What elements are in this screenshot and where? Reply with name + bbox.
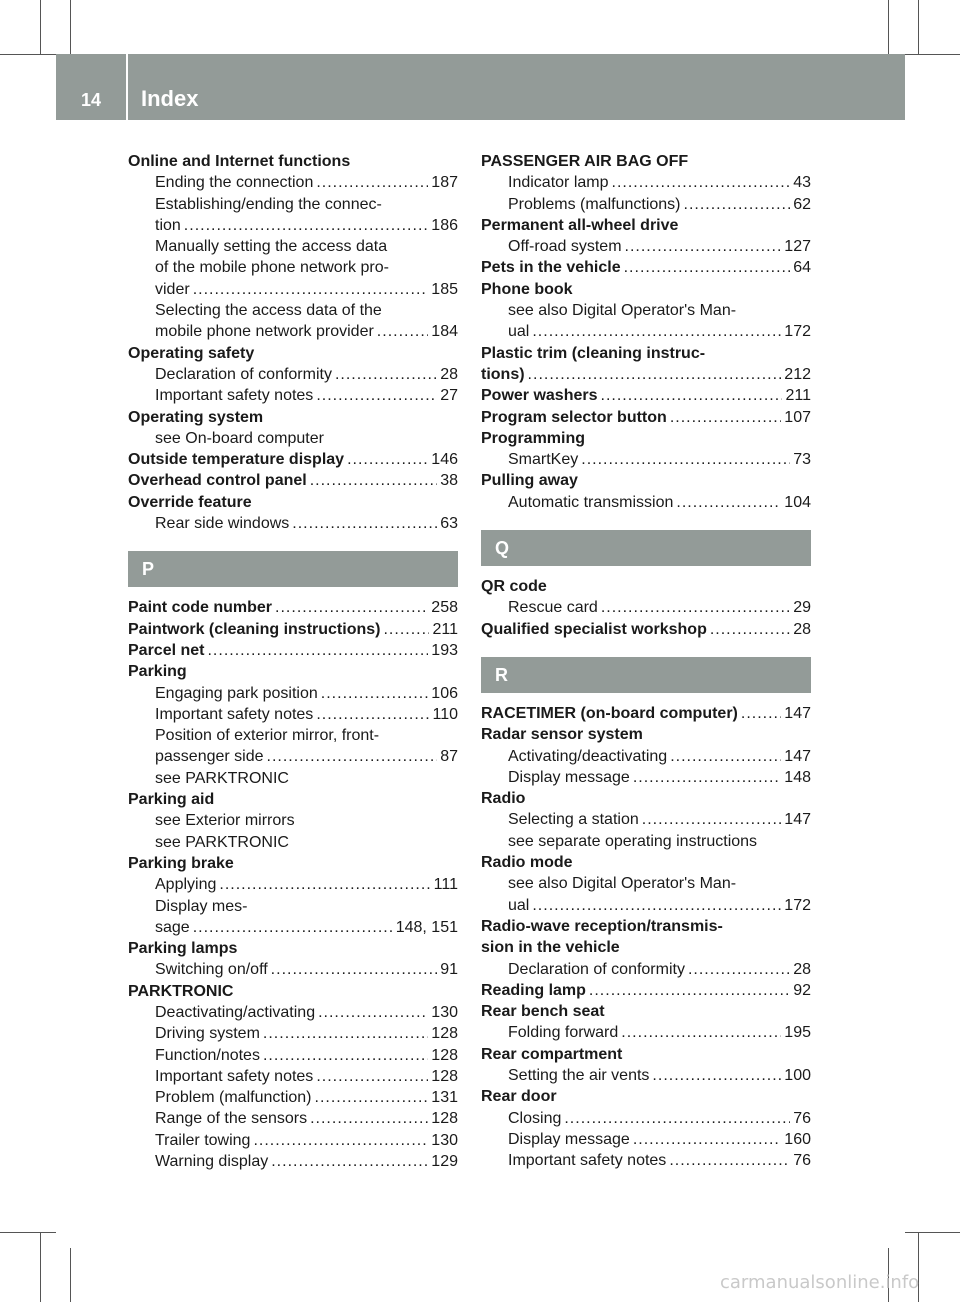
index-subentry [481, 194, 811, 215]
index-subentry [128, 917, 458, 938]
index-subentry [481, 873, 811, 894]
index-entry-heading: Outside temperature display [128, 451, 345, 469]
index-subentry [128, 513, 458, 534]
index-entry [128, 981, 458, 1002]
index-subentry-text: Setting the air vents [508, 1066, 650, 1084]
index-subentry-text: Important safety notes [155, 1067, 314, 1085]
index-subentry [481, 449, 811, 470]
index-entry-heading: Overhead control panel [128, 472, 307, 490]
index-subentry-text: SmartKey [508, 451, 579, 469]
crop-mark [905, 54, 960, 55]
page-reference: 147 [784, 747, 811, 765]
crop-mark [40, 0, 41, 54]
index-entry-heading: Parking lamps [128, 940, 238, 958]
index-subentry [481, 492, 811, 513]
index-subentry [128, 1108, 458, 1129]
page-reference: 63 [440, 515, 458, 533]
page-reference: 128 [431, 1110, 458, 1128]
dot-leader [310, 470, 437, 491]
page-reference: 38 [440, 472, 458, 490]
index-subentry-text: Warning display [155, 1153, 269, 1171]
index-subentry-text: Folding forward [508, 1024, 619, 1042]
dot-leader [741, 703, 781, 724]
dot-leader [318, 1002, 428, 1023]
dot-leader [316, 704, 429, 725]
index-entry-heading: Online and Internet functions [128, 153, 351, 170]
page-reference: 92 [793, 981, 811, 999]
crop-mark [918, 0, 919, 54]
index-subentry-text: Important safety notes [155, 387, 314, 405]
index-entry [481, 703, 811, 724]
page-reference: 184 [431, 323, 458, 341]
index-subentry-text: Position of exterior mirror, front- [155, 727, 380, 745]
page-reference: 147 [784, 811, 811, 829]
index-subentry [128, 1130, 458, 1151]
index-entry [481, 364, 811, 385]
index-entry-heading: Parcel net [128, 641, 205, 659]
dot-leader [589, 980, 790, 1001]
index-entry-heading: Rear compartment [481, 1045, 623, 1063]
index-subentry [128, 215, 458, 236]
index-entry-heading: Reading lamp [481, 981, 586, 999]
dot-leader [315, 1087, 429, 1108]
index-subentry-text: Rear side windows [155, 515, 290, 533]
index-subentry [128, 1087, 458, 1108]
section-letter-bar: P [128, 551, 458, 587]
dot-leader [207, 640, 428, 661]
index-entry-heading: Radio mode [481, 854, 573, 872]
dot-leader [271, 1151, 428, 1172]
index-subentry-text: Selecting the access data of the [155, 302, 382, 320]
index-entry [481, 576, 811, 597]
dot-leader [652, 1065, 781, 1086]
dot-leader [271, 959, 438, 980]
crop-mark [70, 0, 71, 54]
dot-leader [253, 1130, 428, 1151]
index-entry [128, 789, 458, 810]
dot-leader [219, 874, 430, 895]
index-subentry-text: passenger side [155, 748, 264, 766]
dot-leader [316, 385, 437, 406]
index-subentry-text: sage [155, 918, 190, 936]
index-subentry-text: Important safety notes [508, 1152, 667, 1170]
index-subentry [128, 1023, 458, 1044]
index-entry [128, 853, 458, 874]
index-subentry [481, 236, 811, 257]
index-entry-heading: Permanent all-wheel drive [481, 216, 679, 234]
dot-leader [263, 1023, 428, 1044]
dot-leader [316, 1066, 428, 1087]
page-reference: 130 [431, 1003, 458, 1021]
page-reference: 147 [784, 704, 811, 722]
index-subentry [128, 194, 458, 215]
index-subentry [128, 832, 458, 853]
crop-mark [40, 1232, 41, 1302]
index-entry [481, 1086, 811, 1107]
dot-leader [601, 597, 790, 618]
index-subentry-text: mobile phone network provider [155, 323, 374, 341]
index-entry [128, 492, 458, 513]
index-subentry-text: Applying [155, 876, 217, 894]
page-reference: 27 [440, 387, 458, 405]
page-reference: 43 [793, 174, 811, 192]
page-reference: 76 [793, 1109, 811, 1127]
index-subentry [481, 597, 811, 618]
dot-leader [581, 449, 790, 470]
page-reference: 146 [431, 451, 458, 469]
index-subentry [128, 704, 458, 725]
index-subentry-text: Closing [508, 1109, 562, 1127]
page-reference: 212 [784, 365, 811, 383]
index-entry-heading: Rear door [481, 1088, 557, 1106]
index-subentry-text: Problems (malfunctions) [508, 195, 681, 213]
index-subentry [128, 1066, 458, 1087]
dot-leader [292, 513, 437, 534]
dot-leader [193, 917, 393, 938]
page-reference: 129 [431, 1153, 458, 1171]
index-entry-heading: sion in the vehicle [481, 939, 620, 957]
dot-leader [633, 767, 781, 788]
page-reference: 28 [440, 365, 458, 383]
page-reference: 258 [431, 599, 458, 617]
index-subentry-text: Automatic transmission [508, 493, 674, 511]
dot-leader [684, 194, 791, 215]
index-entry-heading: Paintwork (cleaning instructions) [128, 620, 381, 638]
index-subentry [481, 895, 811, 916]
index-entry-heading: Override feature [128, 493, 252, 511]
section-letter-bar: R [481, 657, 811, 693]
page-reference: 185 [431, 280, 458, 298]
dot-leader [688, 959, 790, 980]
page-reference: 131 [431, 1089, 458, 1107]
index-subentry [481, 300, 811, 321]
index-subentry-text: see also Digital Operator's Man- [508, 302, 737, 320]
index-entry-heading: Radio-wave reception/transmis- [481, 917, 723, 935]
index-entry-heading: Programming [481, 429, 586, 447]
index-entry [128, 619, 458, 640]
index-subentry-text: vider [155, 280, 190, 298]
index-entry [128, 938, 458, 959]
dot-leader [184, 215, 429, 236]
index-subentry-text: Switching on/off [155, 961, 268, 979]
dot-leader [710, 619, 790, 640]
page-reference: 195 [784, 1024, 811, 1042]
index-subentry-text: Ending the connection [155, 174, 314, 192]
index-entry-heading: PARKTRONIC [128, 982, 234, 1000]
index-subentry-text: see separate operating instructions [508, 832, 758, 850]
page-title: Index [141, 86, 199, 111]
index-subentry [128, 364, 458, 385]
index-entry [481, 407, 811, 428]
header-separator [126, 54, 128, 120]
index-subentry [128, 725, 458, 746]
index-entry [481, 343, 811, 364]
index-subentry-text: Establishing/ending the connec- [155, 195, 382, 213]
index-subentry [128, 1002, 458, 1023]
index-entry [481, 151, 811, 172]
index-subentry-text: Display message [508, 1130, 630, 1148]
index-subentry-text: Manually setting the access data [155, 238, 388, 256]
watermark: carmanualsonline.info [720, 1272, 920, 1293]
index-subentry [481, 746, 811, 767]
page-reference: 211 [785, 387, 811, 405]
index-column-left [128, 151, 458, 1172]
dot-leader [275, 597, 428, 618]
index-subentry-text: see PARKTRONIC [155, 769, 289, 787]
index-entry-heading: Parking brake [128, 854, 234, 872]
page-reference: 107 [784, 408, 811, 426]
dot-leader [564, 1108, 790, 1129]
page-reference: 128 [431, 1025, 458, 1043]
index-entry [128, 640, 458, 661]
index-entry [481, 470, 811, 491]
dot-leader [624, 257, 791, 278]
index-entry [128, 151, 458, 172]
index-subentry [481, 1022, 811, 1043]
index-subentry-text: Rescue card [508, 599, 598, 617]
dot-leader [676, 492, 781, 513]
index-entry [481, 724, 811, 745]
index-subentry-text: Display mes- [155, 897, 248, 915]
page-reference: 187 [431, 174, 458, 192]
index-subentry-text: of the mobile phone network pro- [155, 259, 389, 277]
index-entry-heading: QR code [481, 578, 547, 596]
index-subentry-text: Range of the sensors [155, 1110, 308, 1128]
index-entry [481, 1044, 811, 1065]
page-reference: 211 [432, 620, 458, 638]
index-subentry [128, 1045, 458, 1066]
index-subentry-text: Driving system [155, 1025, 260, 1043]
page-reference: 62 [793, 195, 811, 213]
index-subentry [481, 172, 811, 193]
dot-leader [670, 746, 781, 767]
index-entry-heading: Power washers [481, 387, 598, 405]
index-entry-heading: Phone book [481, 280, 573, 298]
index-subentry [128, 236, 458, 257]
index-entry-heading: Pulling away [481, 472, 578, 490]
page-reference: 110 [432, 705, 458, 723]
index-entry [481, 428, 811, 449]
index-subentry [128, 959, 458, 980]
dot-leader [669, 1150, 790, 1171]
page-number: 14 [80, 90, 102, 110]
index-entry-heading: PASSENGER AIR BAG OFF [481, 153, 689, 170]
index-entry-heading: Radar sensor system [481, 726, 643, 744]
index-entry [128, 597, 458, 618]
index-entry-heading: Plastic trim (cleaning instruc- [481, 344, 706, 362]
dot-leader [625, 236, 782, 257]
dot-leader [377, 321, 429, 342]
index-subentry [481, 1065, 811, 1086]
index-subentry-text: see also Digital Operator's Man- [508, 875, 737, 893]
section-letter-bar: Q [481, 530, 811, 566]
index-subentry-text: see On-board computer [155, 429, 324, 447]
index-entry [481, 215, 811, 236]
index-entry [481, 937, 811, 958]
index-subentry-text: Deactivating/activating [155, 1003, 316, 1021]
index-entry [481, 257, 811, 278]
page-reference: 148, 151 [395, 918, 458, 936]
dot-leader [383, 619, 429, 640]
dot-leader [642, 809, 782, 830]
index-subentry-text: see Exterior mirrors [155, 812, 295, 830]
index-subentry [128, 683, 458, 704]
dot-leader [321, 683, 429, 704]
index-entry [128, 661, 458, 682]
index-entry-heading: Parking aid [128, 791, 215, 809]
dot-leader [621, 1022, 781, 1043]
page-reference: 87 [440, 748, 458, 766]
dot-leader [633, 1129, 781, 1150]
index-subentry [128, 810, 458, 831]
index-entry [481, 788, 811, 809]
index-subentry-text: Off-road system [508, 238, 622, 256]
page-reference: 76 [793, 1152, 811, 1170]
index-entry [481, 385, 811, 406]
dot-leader [310, 1108, 428, 1129]
crop-mark [70, 1248, 71, 1302]
index-subentry [128, 1151, 458, 1172]
index-entry [481, 1001, 811, 1022]
index-entry [128, 343, 458, 364]
index-subentry-text: Function/notes [155, 1046, 260, 1064]
index-subentry [481, 321, 811, 342]
index-subentry-text: Indicator lamp [508, 174, 609, 192]
crop-mark [0, 1232, 56, 1233]
index-subentry [128, 257, 458, 278]
page-reference: 91 [440, 961, 458, 979]
index-column-right [481, 151, 811, 1171]
dot-leader [532, 895, 781, 916]
index-subentry-text: tion [155, 216, 181, 234]
dot-leader [267, 746, 438, 767]
crop-mark [888, 0, 889, 54]
index-subentry-text: Display message [508, 768, 630, 786]
index-subentry-text: ual [508, 896, 530, 914]
index-entry [481, 619, 811, 640]
index-subentry [128, 874, 458, 895]
page-reference: 104 [784, 493, 811, 511]
index-entry [481, 916, 811, 937]
index-entry-heading: RACETIMER (on-board computer) [481, 704, 738, 722]
page-reference: 73 [793, 451, 811, 469]
index-subentry [481, 1150, 811, 1171]
index-subentry-text: Selecting a station [508, 811, 639, 829]
crop-mark [0, 54, 56, 55]
dot-leader [347, 449, 428, 470]
index-subentry [481, 767, 811, 788]
page-reference: 28 [793, 960, 811, 978]
index-subentry [481, 959, 811, 980]
index-entry [128, 407, 458, 428]
page-reference: 148 [784, 768, 811, 786]
index-entry [481, 852, 811, 873]
index-subentry-text: see PARKTRONIC [155, 833, 289, 851]
dot-leader [528, 364, 782, 385]
page-reference: 172 [784, 323, 811, 341]
index-subentry-text: Declaration of conformity [508, 960, 685, 978]
dot-leader [601, 385, 783, 406]
index-subentry-text: Declaration of conformity [155, 365, 332, 383]
index-subentry [128, 300, 458, 321]
index-subentry [128, 321, 458, 342]
page-reference: 29 [793, 599, 811, 617]
page-reference: 100 [784, 1066, 811, 1084]
index-entry-heading: Radio [481, 790, 526, 808]
index-entry-heading: Program selector button [481, 408, 667, 426]
index-subentry-text: ual [508, 323, 530, 341]
crop-mark [905, 1232, 960, 1233]
index-subentry [481, 1129, 811, 1150]
dot-leader [532, 321, 781, 342]
page-reference: 130 [431, 1131, 458, 1149]
index-subentry-text: Trailer towing [155, 1131, 251, 1149]
page-reference: 28 [793, 620, 811, 638]
index-entry-heading: tions) [481, 365, 525, 383]
index-entry-heading: Parking [128, 663, 187, 681]
page-reference: 172 [784, 896, 811, 914]
index-entry-heading: Pets in the vehicle [481, 259, 621, 277]
index-subentry [128, 746, 458, 767]
index-subentry [128, 385, 458, 406]
index-subentry [128, 279, 458, 300]
page-reference: 127 [784, 238, 811, 256]
dot-leader [193, 279, 429, 300]
page-reference: 160 [784, 1130, 811, 1148]
page-reference: 193 [431, 641, 458, 659]
page-reference: 128 [431, 1067, 458, 1085]
dot-leader [316, 172, 428, 193]
index-entry [481, 279, 811, 300]
index-subentry [128, 428, 458, 449]
dot-leader [670, 407, 781, 428]
index-subentry-text: Engaging park position [155, 684, 318, 702]
dot-leader [612, 172, 791, 193]
index-entry [128, 470, 458, 491]
index-subentry [128, 896, 458, 917]
index-entry [481, 980, 811, 1001]
page-reference: 186 [431, 216, 458, 234]
index-entry-heading: Operating system [128, 408, 264, 426]
page-reference: 106 [431, 684, 458, 702]
index-subentry-text: Important safety notes [155, 705, 314, 723]
index-entry [128, 449, 458, 470]
index-entry-heading: Rear bench seat [481, 1003, 605, 1021]
index-entry-heading: Operating safety [128, 344, 255, 362]
index-subentry-text: Activating/deactivating [508, 747, 668, 765]
index-entry-heading: Qualified specialist workshop [481, 620, 707, 638]
page-reference: 111 [433, 876, 458, 894]
page-reference: 64 [793, 259, 811, 277]
index-subentry [128, 172, 458, 193]
index-subentry [481, 1108, 811, 1129]
page-reference: 128 [431, 1046, 458, 1064]
index-subentry-text: Problem (malfunction) [155, 1089, 312, 1107]
dot-leader [263, 1045, 428, 1066]
dot-leader [335, 364, 437, 385]
index-subentry [481, 831, 811, 852]
index-entry-heading: Paint code number [128, 599, 273, 617]
index-subentry [481, 809, 811, 830]
index-subentry [128, 768, 458, 789]
